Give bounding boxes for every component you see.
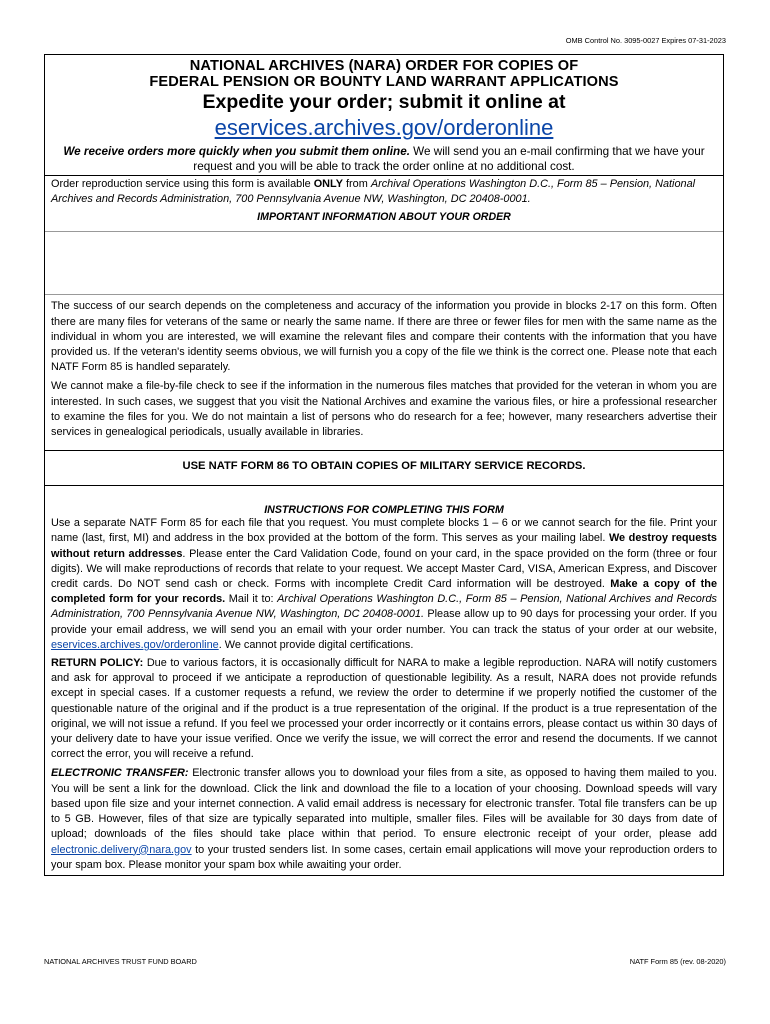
track-order-link[interactable]: eservices.archives.gov/orderonline bbox=[51, 638, 219, 651]
return-policy: RETURN POLICY: Due to various factors, it is occasionally difficult for NARA to make a legible reproduction. NARA will notify customers and ask for approval to proceed if we anticipate a reproduction of questionable legibility. As a result, NARA does not provide refunds except in special cases. If a customer requests a refund, we review the order to determine if we properly notified the customer of the questionable nature of the original and if the product is a true representation of the original. If the product is a true representation of the original, we will not issue a refund. If you feel we processed your order incorrectly or it contains errors, please contact us within 30 days of your delivery date to have your issue verified. Once we verify the issue, we will correct the error and resend the documents. If we cannot correct the error, you will receive a refund. bbox=[51, 657, 717, 761]
footer-form-revision: NATF Form 85 (rev. 08-2020) bbox=[629, 957, 726, 966]
form-title-line1: NATIONAL ARCHIVES (NARA) ORDER FOR COPIES OF bbox=[189, 58, 579, 74]
mailing-address: Archival Operations Washington D.C., Form 85 – Pension, National Archives and Records Administration, 700 Pennsylvania Avenue NW, Washington, DC 20408-0001. bbox=[51, 178, 696, 206]
info-paragraph-2: We cannot make a file-by-file check to see if the information in the numerous files matches that provided for the veteran in whom you are interested. In such cases, we suggest that you visit the National Archives and examine the various files, or hire a professional researcher to examine the files for you. We do not maintain a list of persons who do research for a fee; however, many researchers advertise their services in genealogical periodicals, usually available in libraries. bbox=[51, 380, 717, 439]
omb-control-number: OMB Control No. 3095-0027 Expires 07-31-2023 bbox=[565, 36, 726, 45]
info-paragraph-1: The success of our search depends on the completeness and accuracy of the information you provide in blocks 2-17 on this form. Often there are many files for veterans of the same or nearly the same name. If there are three or fewer files for men with the same name as the individual in whom you are interested, we will examine the relevant files and compare their contents with the information that you have provided us. If the veteran's identity seems obvious, we will furnish you a copy of the file we think is the correct one. Please note that each NATF Form 85 is handled separately. bbox=[51, 300, 717, 374]
form-title-line2: FEDERAL PENSION OR BOUNTY LAND WARRANT APPLICATIONS bbox=[149, 74, 619, 90]
receive-notice-text: We will send you an e-mail confirming that we have your request and you will be able to track the order online at no additional cost. bbox=[193, 145, 705, 173]
receive-notice-bold: We receive orders more quickly when you submit them online. bbox=[63, 145, 410, 158]
reproduction-service-note: Order reproduction service using this form is available ONLY from Archival Operations Washington D.C., Form 85 – Pension, National Archives and Records Administration, 700 Pennsylvania Avenue NW, Washington, DC 20408-0001. bbox=[51, 178, 696, 206]
order-online-link[interactable]: eservices.archives.gov/orderonline bbox=[214, 115, 554, 140]
delivery-email-link[interactable]: electronic.delivery@nara.gov bbox=[51, 843, 192, 856]
instructions-heading: INSTRUCTIONS FOR COMPLETING THIS FORM bbox=[264, 504, 504, 517]
electronic-transfer-label: ELECTRONIC TRANSFER: bbox=[51, 767, 189, 780]
instructions-paragraph: Use a separate NATF Form 85 for each file that you request. You must complete blocks 1 – 6 or we cannot search for the file. Print your name (last, first, MI) and address in the box provided at the bottom of the form. This serves as your mailing label. We destroy requests without return addresses. Please enter the Card Validation Code, found on your card, in the space provided on the form (three or four digits). We will make reproductions of records that relate to your request. We accept Master Card, VISA, American Express, and Discover credit cards. Do NOT send cash or check. Forms with incomplete Credit Card information will be destroyed. Make a copy of the completed form for your records. Mail it to: Archival Operations Washington D.C., Form 85 – Pension, National Archives and Records Administration, 700 Pennsylvania Avenue NW, Washington, DC 20408-0001. Please allow up to 90 days for processing your order. If you provide your email address, we will send you an email with your order number. You can track the status of your order at our website, eservices.archives.gov/orderonline. We cannot provide digital certifications. bbox=[51, 517, 718, 651]
electronic-transfer: ELECTRONIC TRANSFER: Electronic transfer allows you to download your files from a site, as opposed to having them mailed to you. You will be sent a link for the download. Click the link and download the file to a location of your choosing. Download speeds will vary based upon file size and your internet connection. A valid email address is necessary for electronic transfer. Total file transfers can be up to 5 GB. However, files of that size are typically separated into multiple, smaller files. Files will be available for 30 days from date of upload; downloads of the files should take place within that period. To ensure electronic receipt of your order, please add electronic.delivery@nara.gov to your trusted senders list. In some cases, certain email applications will move your reproduction orders to your spam box. Please monitor your spam box while awaiting your order. bbox=[51, 767, 718, 871]
blank-area bbox=[45, 231, 723, 295]
return-policy-label: RETURN POLICY: bbox=[51, 657, 144, 670]
title-section bbox=[45, 58, 723, 176]
footer-board-name: NATIONAL ARCHIVES TRUST FUND BOARD bbox=[44, 957, 197, 966]
form-box bbox=[44, 54, 724, 876]
receive-notice bbox=[51, 144, 717, 174]
expedite-heading: Expedite your order; submit it online at bbox=[202, 91, 566, 113]
use-form-86-banner: USE NATF FORM 86 TO OBTAIN COPIES OF MILITARY SERVICE RECORDS. bbox=[45, 450, 723, 486]
important-info-heading: IMPORTANT INFORMATION ABOUT YOUR ORDER bbox=[257, 211, 511, 224]
